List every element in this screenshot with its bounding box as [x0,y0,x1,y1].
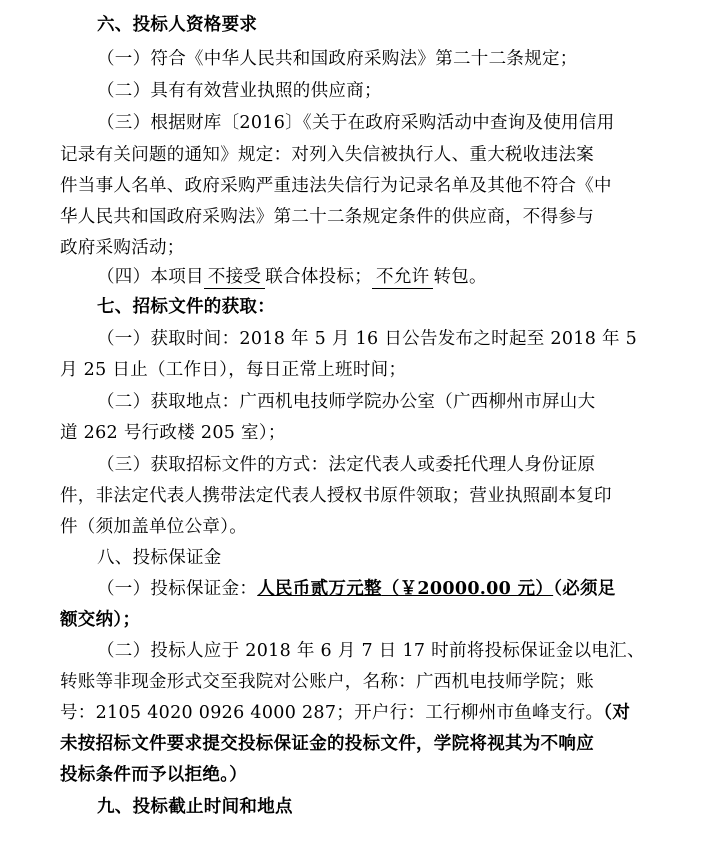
section-8-item-2-line-2: 转账等非现金形式交至我院对公账户，名称：广西机电技师学院；账 [60,672,594,692]
rejection-note-start: （对 [603,703,631,723]
deposit-amount-figure: （￥20000.00 元） [381,579,554,599]
section-7-heading: 七、招标文件的获取： [97,297,275,317]
deposit-label: （一）投标保证金： [97,579,258,599]
section-6-item-3-line-5: 政府采购活动； [60,238,185,258]
deposit-amount-words: 人民币贰万元整 [257,579,382,599]
section-6-item-3-line-1: （三）根据财库〔2016〕《关于在政府采购活动中查询及使用信用 [97,113,615,133]
section-8-item-2-line-4: 未按招标文件要求提交投标保证金的投标文件，学院将视其为不响应 [60,734,594,754]
section-6-item-3-line-2: 记录有关问题的通知》规定：对列入失信被执行人、重大税收违法案 [60,145,594,165]
section-8-item-2-line-5: 投标条件而予以拒绝。） [60,765,248,785]
section-7-item-2-line-2: 道 262 号行政楼 205 室）； [60,423,286,443]
account-info: 号：2105 4020 0926 4000 287；开户行：工行柳州市鱼峰支行。 [60,703,604,723]
section-6-heading: 六、投标人资格要求 [97,15,258,35]
section-6-item-4 [97,262,650,292]
section-8-item-2-line-1: （二）投标人应于 2018 年 6 月 7 日 17 时前将投标保证金以电汇、 [97,641,645,661]
section-6-item-1: （一）符合《中华人民共和国政府采购法》第二十二条规定； [97,49,578,69]
section-8-item-2-line-3 [60,698,650,728]
section-6-item-2: （二）具有有效营业执照的供应商； [97,81,382,101]
item-4-prefix: （四）本项目 [97,267,204,287]
item-4-blank-subcontract: 不允许 [372,266,433,289]
section-7-item-1-line-1: （一）获取时间：2018 年 5 月 16 日公告发布之时起至 2018 年 5 [97,329,638,349]
section-9-heading: 九、投标截止时间和地点 [97,797,293,817]
section-7-item-2-line-1: （二）获取地点：广西机电技师学院办公室（广西柳州市屏山大 [97,392,596,412]
deposit-note: （必须足 [553,579,616,599]
section-7-item-3-line-3: 件（须加盖单位公章）。 [60,517,248,537]
section-8-heading: 八、投标保证金 [97,548,222,568]
section-6-item-3-line-3: 件当事人名单、政府采购严重违法失信行为记录名单及其他不符合《中 [60,176,612,196]
item-4-blank-consortium: 不接受 [204,266,265,289]
item-4-middle: 联合体投标； [265,267,373,287]
section-7-item-1-line-2: 月 25 日止（工作日），每日正常上班时间； [60,360,407,380]
section-8-item-1-line-2: 额交纳）； [60,610,141,630]
section-6-item-3-line-4: 华人民共和国政府采购法》第二十二条规定条件的供应商，不得参与 [60,207,594,227]
section-7-item-3-line-1: （三）获取招标文件的方式：法定代表人或委托代理人身份证原 [97,455,596,475]
item-4-suffix: 转包。 [433,267,487,287]
section-8-item-1-line-1 [97,574,650,604]
section-7-item-3-line-2: 件，非法定代表人携带法定代表人授权书原件领取；营业执照副本复印 [60,486,612,506]
